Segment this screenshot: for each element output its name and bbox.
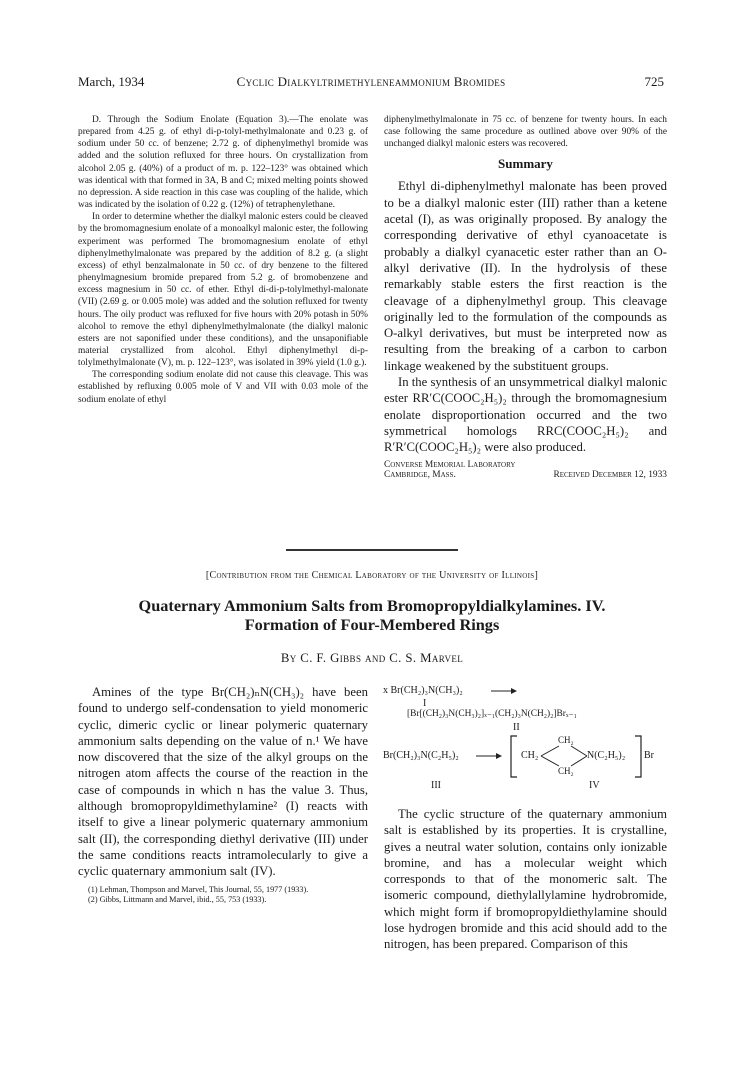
summary-heading: Summary bbox=[498, 156, 553, 172]
article-authors: By C. F. Gibbs and C. S. Marvel bbox=[280, 651, 464, 665]
summary-paragraph-2: In the synthesis of an unsymmetrical dialkyl malonic ester RR′C(COOC₂H₅)₂ through the bromomagnesium enolate disproportionation occurred and the two symmetrical homologs RRC(COOC₂H₅)₂ and R′R′C(COOC₂H₅)₂ were also produced. bbox=[384, 375, 667, 455]
paragraph-sodium-enolate-cleavage: The corresponding sodium enolate did not cause this cleavage. This was established by refluxing 0.005 mole of V and VII with 0.03 mole of the sodium enolate of ethyl bbox=[78, 370, 368, 405]
arrow-1-head-icon bbox=[511, 688, 517, 694]
ring-bond-top-right bbox=[571, 746, 587, 756]
signature-block bbox=[384, 460, 667, 480]
scheme-ring-bromide: Br bbox=[644, 750, 654, 761]
signature-received: Received December 12, 1933 bbox=[553, 469, 667, 480]
article-right-column bbox=[384, 806, 667, 953]
scheme-label-IV: IV bbox=[589, 780, 600, 791]
bracket-right-icon bbox=[635, 736, 641, 777]
paragraph-continuation: diphenylmethylmalonate in 75 cc. of benzene for twenty hours. In each case following the same procedure as outlined above over 90% of the unchanged dialkyl malonic esters was recovered. bbox=[384, 115, 667, 150]
article-title-line-2: Formation of Four-Membered Rings bbox=[244, 615, 500, 634]
ring-bond-top-left bbox=[541, 746, 559, 756]
footnote-2: (2) Gibbs, Littmann and Marvel, ibid., 55, 753 (1933). bbox=[88, 895, 267, 905]
footnotes bbox=[78, 885, 368, 906]
ring-bond-bottom-left bbox=[541, 756, 559, 766]
scheme-ring-ch2-top: CH₂ bbox=[558, 735, 574, 745]
reaction-scheme bbox=[383, 684, 683, 802]
bracket-left-icon bbox=[511, 736, 517, 777]
scheme-ring-nitrogen: N(C₂H₅)₂ bbox=[587, 750, 626, 761]
ring-bond-bottom-right bbox=[571, 756, 587, 766]
article-structure-paragraph: The cyclic structure of the quaternary ammonium salt is established by its properties. It is crystalline, gives a neutral water solution, contains only ionizable bromine, and has a molecular weight which corresponds to that of the monomeric salt. The isomeric compound, diethylallylamine hydrobromide, which might form if bromopropyldiethylamine should lose hydrogen bromide and this acid should add to the nitrogen, has been prepared. Comparison of this bbox=[384, 807, 667, 952]
paragraph-cleavage-experiment: In order to determine whether the dialkyl malonic esters could be cleaved by the bromomagnesium enolate of a monoalkyl malonic ester, the following experiment was performed The bromomagnesium enolate of ethyl diphenylmethylmalonate was prepared by the addition of 8.2 g. (a slight excess) of ethyl benzalmalonate in 50 cc. of dry benzene to the filtered phenylmagnesium bromide prepared from 5.2 g. of bromobenzene and excess magnesium in 50 cc. of ether. Ethyl di-di-p-tolylmethyl-malonate (VII) (2.69 g. or 0.005 mole) was added and the solution refluxed for twenty hours. The oily product was refluxed for five hours with 20% potash in 50% alcohol to remove the ethyl diphenylmethylmalonate (the dialkyl malonic esters are not saponified under these conditions), and the unsaponifiable material crystallized from alcohol. Ethyl diphenylmethyl di-p-tolylmethylmalonate (V), m. p. 122–123°, was isolated in 39% yield (1.0 g.). bbox=[78, 212, 368, 369]
header-running-title: Cyclic Dialkyltrimethyleneammonium Bromides bbox=[236, 74, 506, 89]
section-divider bbox=[286, 549, 458, 551]
summary-paragraph-1: Ethyl di-diphenylmethyl malonate has been proved to be a dialkyl malonic ester (III) rather than a ketene acetal (I), as was originally proposed. By analogy the corresponding derivative of ethyl cyanoacetate is probably a dialkyl cyanacetic ester rather than an O-alkyl derivative (II). In the hydrolysis of these remarkably stable esters the first reaction is the cleavage of a diphenylmethyl group. This cleavage originally led to the formulation of the compounds as O-alkyl derivatives, but must be interpreted now as resulting from the breaking of a carbon to carbon linkage weakened by the substituent groups. bbox=[384, 179, 667, 373]
article-intro-paragraph: Amines of the type Br(CH₂)ₙN(CH₃)₂ have been found to undergo self-condensation to yield monomeric cyclic, dimeric cyclic or linear polymeric quaternary ammonium salts depending on the value of n.¹ We have now discovered that the size of the alkyl groups on the nitrogen atom affects the course of the reaction in the case of compounds in which n has the value 3. Thus, although bromopropyldimethylamine² (I) reacts with itself to give a linear polymeric quaternary ammonium salt (II), the corresponding diethyl derivative (III) under the same conditions reacts intramolecularly to give a cyclic quaternary ammonium salt (IV). bbox=[78, 685, 368, 879]
header-date: March, 1934 bbox=[78, 74, 145, 89]
scheme-label-III: III bbox=[431, 780, 441, 791]
scheme-reactant-I: x Br(CH₂)₃N(CH₃)₂ bbox=[383, 685, 463, 696]
right-column-top bbox=[384, 114, 667, 480]
signature-city: Cambridge, Mass. bbox=[384, 469, 456, 480]
running-header bbox=[78, 74, 664, 92]
scheme-label-I: I bbox=[423, 698, 427, 709]
article-title bbox=[0, 596, 744, 634]
article-title-line-1: Quaternary Ammonium Salts from Bromopropyldialkylamines. IV. bbox=[138, 596, 606, 615]
scheme-ring-ch2-bottom: CH₂ bbox=[558, 766, 574, 776]
header-page-number: 725 bbox=[644, 74, 664, 89]
scheme-ring-ch2-left: CH₂ bbox=[521, 750, 539, 761]
scheme-product-II: [Br[(CH₂)₃N(CH₃)₂]ₓ₋₁(CH₂)₃N(CH₂)₂]Brₓ₋₁ bbox=[407, 709, 577, 719]
contribution-line: [Contribution from the Chemical Laboratory of the University of Illinois] bbox=[205, 570, 539, 581]
scheme-label-II: II bbox=[513, 722, 520, 733]
article-left-column bbox=[78, 684, 368, 906]
footnote-1: (1) Lehman, Thompson and Marvel, This Journal, 55, 1977 (1933). bbox=[88, 884, 309, 894]
left-column-top bbox=[78, 114, 368, 406]
paragraph-sodium-enolate: D. Through the Sodium Enolate (Equation 3).—The enolate was prepared from 4.25 g. of ethyl di-p-tolyl-methylmalonate and 0.23 g. of sodium under 50 cc. of benzene; 2.72 g. of diphenylmethyl bromide was added and the solution refluxed for three hours. On crystallization from alcohol 2.05 g. (40%) of a product of m. p. 122–123° was obtained which was identical with that formed in 3A, B and C; mixed melting points showed no depression. A side reaction in this case was coupling of the halide, which was indicated by the isolation of 0.22 g. (12%) of tetraphenylethane. bbox=[78, 115, 368, 211]
scheme-drawing bbox=[383, 684, 683, 802]
signature-lab: Converse Memorial Laboratory bbox=[384, 459, 516, 470]
arrow-2-head-icon bbox=[496, 753, 502, 759]
scheme-reactant-III: Br(CH₂)₃N(C₂H₅)₂ bbox=[383, 750, 459, 761]
